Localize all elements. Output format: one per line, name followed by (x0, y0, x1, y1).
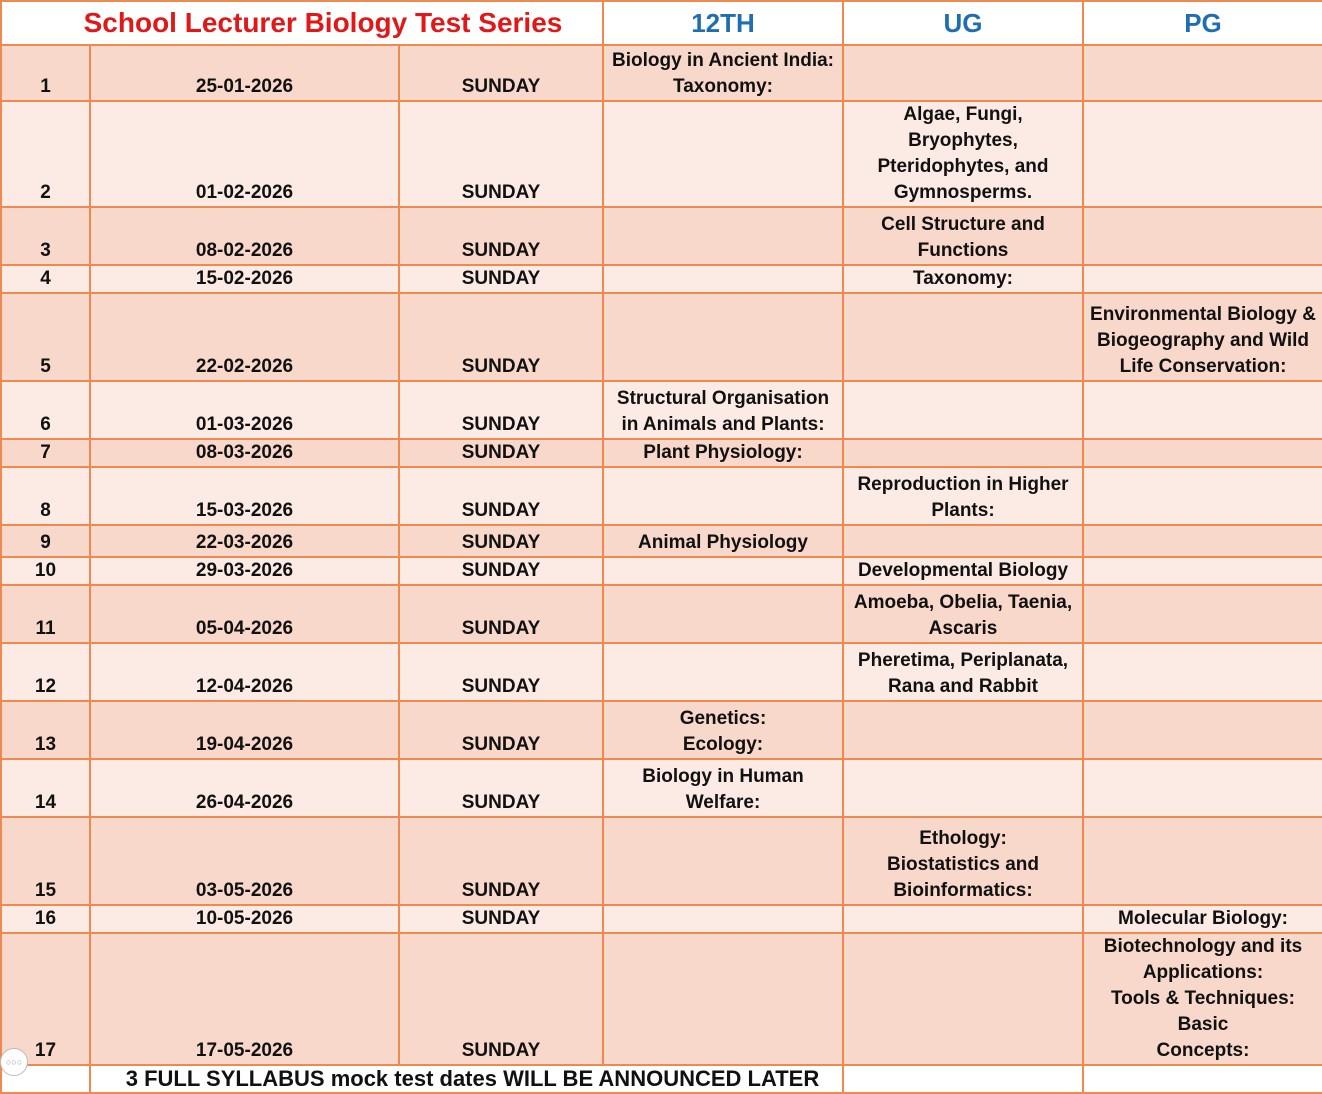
topic-ug: Taxonomy: (843, 265, 1083, 293)
table-row (1, 905, 1322, 933)
row-day: SUNDAY (399, 933, 603, 1065)
topic-12th (603, 905, 843, 933)
row-date: 29-03-2026 (90, 557, 399, 585)
row-date: 08-02-2026 (90, 207, 399, 265)
row-date: 22-03-2026 (90, 525, 399, 557)
topic-ug (843, 293, 1083, 381)
header-row (1, 1, 1322, 45)
row-number: 2 (1, 101, 90, 207)
topic-pg (1083, 759, 1322, 817)
row-number: 10 (1, 557, 90, 585)
topic-12th (603, 293, 843, 381)
row-number: 15 (1, 817, 90, 905)
row-day: SUNDAY (399, 293, 603, 381)
row-number: 14 (1, 759, 90, 817)
footer-note: 3 FULL SYLLABUS mock test dates WILL BE ANNOUNCED LATER (90, 1065, 843, 1093)
row-date: 17-05-2026 (90, 933, 399, 1065)
topic-pg (1083, 467, 1322, 525)
row-date: 01-02-2026 (90, 101, 399, 207)
row-number: 11 (1, 585, 90, 643)
row-number: 16 (1, 905, 90, 933)
topic-12th: Biology in Human Welfare: (603, 759, 843, 817)
table-row (1, 557, 1322, 585)
table-row (1, 207, 1322, 265)
row-number: 1 (1, 45, 90, 101)
topic-ug (843, 759, 1083, 817)
topic-ug (843, 381, 1083, 439)
row-number: 3 (1, 207, 90, 265)
row-day: SUNDAY (399, 905, 603, 933)
row-day: SUNDAY (399, 525, 603, 557)
topic-ug: Ethology: Biostatistics and Bioinformatics: (843, 817, 1083, 905)
topic-ug: Algae, Fungi, Bryophytes, Pteridophytes, and Gymnosperms. (843, 101, 1083, 207)
table-row (1, 293, 1322, 381)
table-row (1, 525, 1322, 557)
topic-pg: Biotechnology and its Applications: Tools & Techniques: Basic Concepts: (1083, 933, 1322, 1065)
topic-12th: Plant Physiology: (603, 439, 843, 467)
row-day: SUNDAY (399, 701, 603, 759)
topic-ug: Cell Structure and Functions (843, 207, 1083, 265)
topic-ug (843, 933, 1083, 1065)
topic-pg (1083, 101, 1322, 207)
topic-12th: Animal Physiology (603, 525, 843, 557)
topic-ug (843, 905, 1083, 933)
topic-12th: Structural Organisation in Animals and Plants: (603, 381, 843, 439)
topic-12th: Biology in Ancient India: Taxonomy: (603, 45, 843, 101)
table-row (1, 643, 1322, 701)
topic-12th (603, 101, 843, 207)
topic-12th (603, 817, 843, 905)
topic-ug (843, 45, 1083, 101)
row-number: 7 (1, 439, 90, 467)
topic-pg (1083, 439, 1322, 467)
row-date: 15-02-2026 (90, 265, 399, 293)
row-number: 6 (1, 381, 90, 439)
row-day: SUNDAY (399, 101, 603, 207)
row-day: SUNDAY (399, 759, 603, 817)
page-title: School Lecturer Biology Test Series (1, 1, 603, 45)
topic-12th (603, 933, 843, 1065)
topic-ug: Developmental Biology (843, 557, 1083, 585)
table-row (1, 381, 1322, 439)
row-date: 15-03-2026 (90, 467, 399, 525)
topic-pg (1083, 701, 1322, 759)
table-row (1, 439, 1322, 467)
topic-pg (1083, 817, 1322, 905)
table-row (1, 101, 1322, 207)
row-date: 12-04-2026 (90, 643, 399, 701)
topic-pg: Environmental Biology & Biogeography and Wild Life Conservation: (1083, 293, 1322, 381)
topic-12th (603, 557, 843, 585)
topic-ug (843, 701, 1083, 759)
topic-pg (1083, 643, 1322, 701)
topic-ug (843, 439, 1083, 467)
column-header-12th: 12TH (603, 1, 843, 45)
table-row (1, 467, 1322, 525)
topic-pg (1083, 207, 1322, 265)
row-day: SUNDAY (399, 817, 603, 905)
row-date: 19-04-2026 (90, 701, 399, 759)
topic-pg (1083, 585, 1322, 643)
row-date: 03-05-2026 (90, 817, 399, 905)
row-day: SUNDAY (399, 265, 603, 293)
table-row (1, 817, 1322, 905)
topic-12th (603, 585, 843, 643)
table-row (1, 265, 1322, 293)
topic-ug: Reproduction in Higher Plants: (843, 467, 1083, 525)
row-day: SUNDAY (399, 467, 603, 525)
topic-pg (1083, 381, 1322, 439)
row-day: SUNDAY (399, 207, 603, 265)
table-row (1, 701, 1322, 759)
topic-pg (1083, 45, 1322, 101)
topic-ug: Pheretima, Periplanata, Rana and Rabbit (843, 643, 1083, 701)
row-day: SUNDAY (399, 45, 603, 101)
row-date: 01-03-2026 (90, 381, 399, 439)
topic-12th (603, 207, 843, 265)
row-day: SUNDAY (399, 557, 603, 585)
row-date: 08-03-2026 (90, 439, 399, 467)
topic-pg (1083, 525, 1322, 557)
column-header-pg: PG (1083, 1, 1322, 45)
row-day: SUNDAY (399, 439, 603, 467)
topic-ug: Amoeba, Obelia, Taenia, Ascaris (843, 585, 1083, 643)
row-day: SUNDAY (399, 381, 603, 439)
topic-12th (603, 265, 843, 293)
table-row (1, 45, 1322, 101)
table-row (1, 585, 1322, 643)
topic-12th: Genetics: Ecology: (603, 701, 843, 759)
row-number: 17 (1, 933, 90, 1065)
row-day: SUNDAY (399, 643, 603, 701)
table-row (1, 759, 1322, 817)
row-date: 22-02-2026 (90, 293, 399, 381)
row-number: 13 (1, 701, 90, 759)
row-number: 5 (1, 293, 90, 381)
topic-pg (1083, 557, 1322, 585)
row-number: 12 (1, 643, 90, 701)
row-number: 9 (1, 525, 90, 557)
column-header-ug: UG (843, 1, 1083, 45)
table-body (1, 1, 1322, 1093)
row-date: 05-04-2026 (90, 585, 399, 643)
topic-ug (843, 525, 1083, 557)
table-row (1, 933, 1322, 1065)
row-number: 8 (1, 467, 90, 525)
topic-12th (603, 467, 843, 525)
row-date: 10-05-2026 (90, 905, 399, 933)
row-date: 25-01-2026 (90, 45, 399, 101)
more-options-icon[interactable]: ○○○ (0, 1048, 28, 1076)
row-date: 26-04-2026 (90, 759, 399, 817)
footer-row (1, 1065, 1322, 1093)
topic-pg: Molecular Biology: (1083, 905, 1322, 933)
topic-12th (603, 643, 843, 701)
topic-pg (1083, 265, 1322, 293)
row-day: SUNDAY (399, 585, 603, 643)
footer-blank-cell (1083, 1065, 1322, 1093)
footer-blank-cell (843, 1065, 1083, 1093)
row-number: 4 (1, 265, 90, 293)
